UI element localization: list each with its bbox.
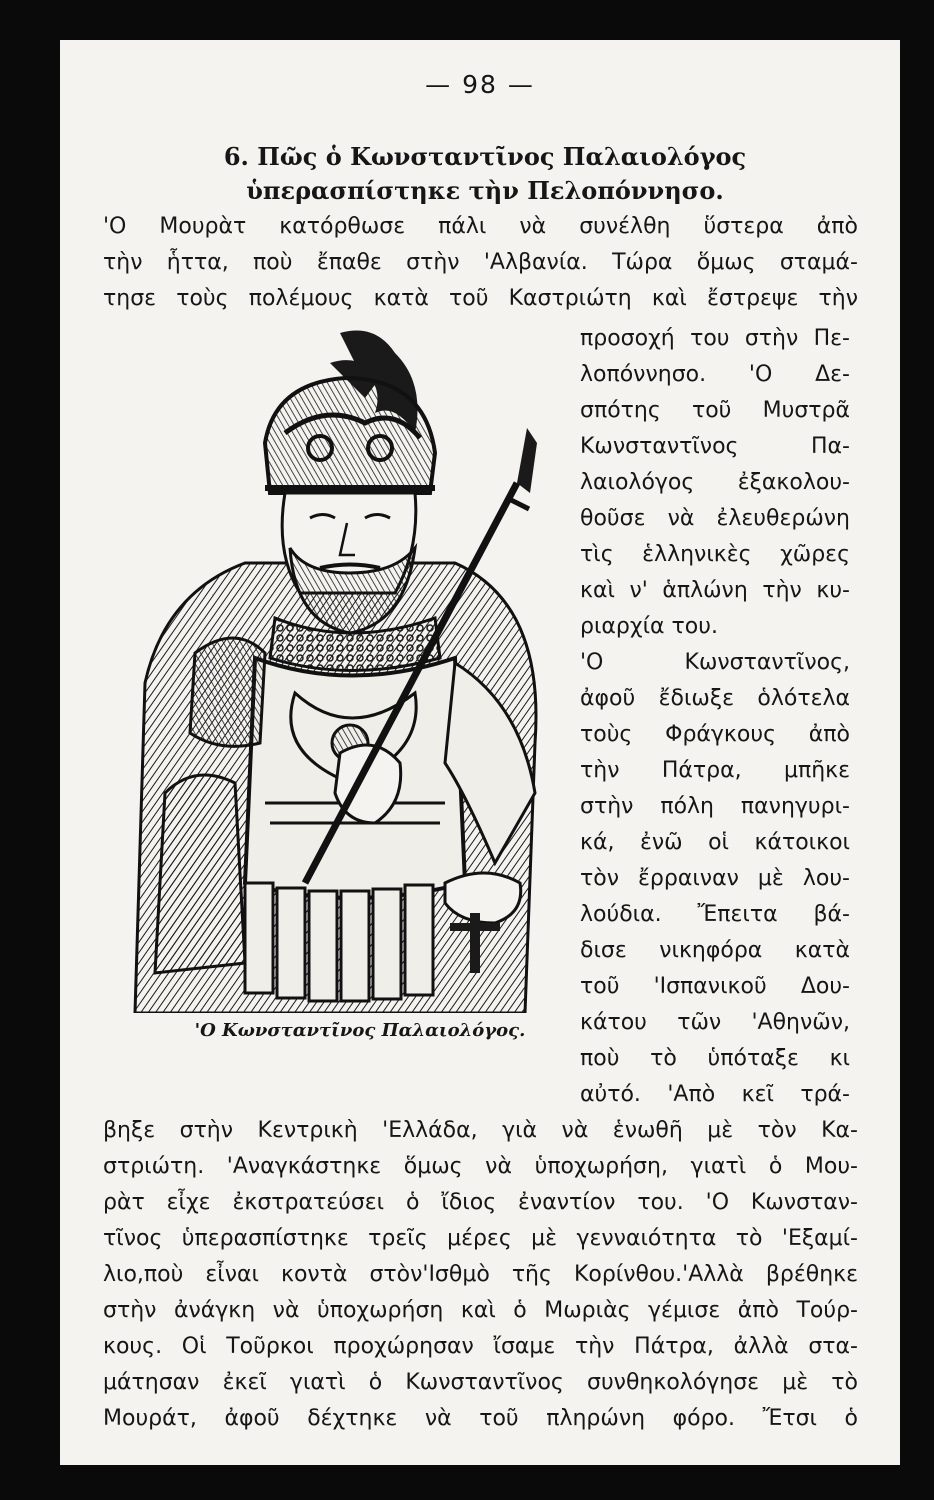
text-line: ρὰτ εἶχε ἐκστρατεύσει ὁ ἴδιος ἐναντίον του. 'Ο Κωνσταν- (103, 1190, 858, 1215)
text-line: προσοχή του στὴν Πε- (580, 326, 850, 351)
text-line: τοῦ 'Ισπανικοῦ Δου- (580, 974, 850, 999)
warrior-portrait (125, 323, 555, 1013)
text-line: βηξε στὴν Κεντρικὴ 'Ελλάδα, γιὰ νὰ ἑνωθῆ μὲ τὸν Κα- (103, 1118, 858, 1143)
book-page (60, 40, 900, 1465)
text-line: κάτου τῶν 'Αθηνῶν, (580, 1010, 850, 1035)
portrait-caption: 'Ο Κωνσταντῖνος Παλαιολόγος. (194, 1020, 526, 1041)
text-line: 'Ο Κωνσταντῖνος, (580, 650, 850, 675)
text-line: ποὺ τὸ ὑπόταξε κι (580, 1046, 850, 1071)
text-line: σπότης τοῦ Μυστρᾶ (580, 398, 850, 423)
text-line: Μουράτ, ἀφοῦ δέχτηκε νὰ τοῦ πληρώνη φόρο. Ἔτσι ὁ (103, 1406, 858, 1431)
section-heading (100, 140, 870, 208)
text-line: 'Ο Μουρὰτ κατόρθωσε πάλι νὰ συνέλθη ὕστερα ἀπὸ (103, 214, 858, 239)
heading-line-1: 6. Πῶς ὁ Κωνσταντῖνος Παλαιολόγος (223, 142, 747, 171)
text-line: τὴν ἧττα, ποὺ ἔπαθε στὴν 'Αλβανία. Τώρα ὅμως σταμά- (103, 250, 858, 275)
text-line: λιο,ποὺ εἶναι κοντὰ στὸν'Ισθμὸ τῆς Κορίνθου.'Αλλὰ βρέθηκε (103, 1262, 858, 1287)
text-line: στριώτη. 'Αναγκάστηκε ὅμως νὰ ὑποχωρήση, γιατὶ ὁ Μου- (103, 1154, 858, 1179)
text-line: λαιολόγος ἐξακολου- (580, 470, 850, 495)
text-line: δισε νικηφόρα κατὰ (580, 938, 850, 963)
text-line: τῖνος ὑπερασπίστηκε τρεῖς μέρες μὲ γενναιότητα τὸ 'Εξαμί- (103, 1226, 858, 1251)
text-line: στὴν ἀνάγκη νὰ ὑποχωρήση καὶ ὁ Μωριὰς γέμισε ἀπὸ Τούρ- (103, 1298, 858, 1323)
text-line: Κωνσταντῖνος Πα- (580, 434, 850, 459)
text-line: τοὺς Φράγκους ἀπὸ (580, 722, 850, 747)
text-line: μάτησαν ἐκεῖ γιατὶ ὁ Κωνσταντῖνος συνθηκολόγησε μὲ τὸ (103, 1370, 858, 1395)
text-line: στὴν πόλη πανηγυρι- (580, 794, 850, 819)
text-line: ριαρχία του. (580, 614, 718, 639)
text-line: λοπόννησο. 'Ο Δε- (580, 362, 850, 387)
text-line: καὶ ν' ἁπλώνη τὴν κυ- (580, 578, 850, 603)
text-line: τὶς ἑλληνικὲς χῶρες (580, 542, 850, 567)
text-line: τὴν Πάτρα, μπῆκε (580, 758, 850, 783)
text-line: κά, ἐνῶ οἱ κάτοικοι (580, 830, 850, 855)
page-number: — 98 — (425, 70, 535, 99)
text-line: θοῦσε νὰ ἐλευθερώνη (580, 506, 850, 531)
text-line: λούδια. Ἔπειτα βά- (580, 902, 850, 927)
text-line: ἀφοῦ ἔδιωξε ὁλότελα (580, 686, 850, 711)
portrait-illustration (125, 323, 555, 1013)
text-line: τὸν ἔρραιναν μὲ λου- (580, 866, 850, 891)
heading-line-2: ὑπερασπίστηκε τὴν Πελοπόννησο. (246, 176, 724, 205)
text-line: κους. Οἱ Τοῦρκοι προχώρησαν ἴσαμε τὴν Πάτρα, ἀλλὰ στα- (103, 1334, 858, 1359)
text-line: αὐτό. 'Απὸ κεῖ τρά- (580, 1082, 850, 1107)
text-line: τησε τοὺς πολέμους κατὰ τοῦ Καστριώτη καὶ ἔστρεψε τὴν (103, 286, 858, 311)
